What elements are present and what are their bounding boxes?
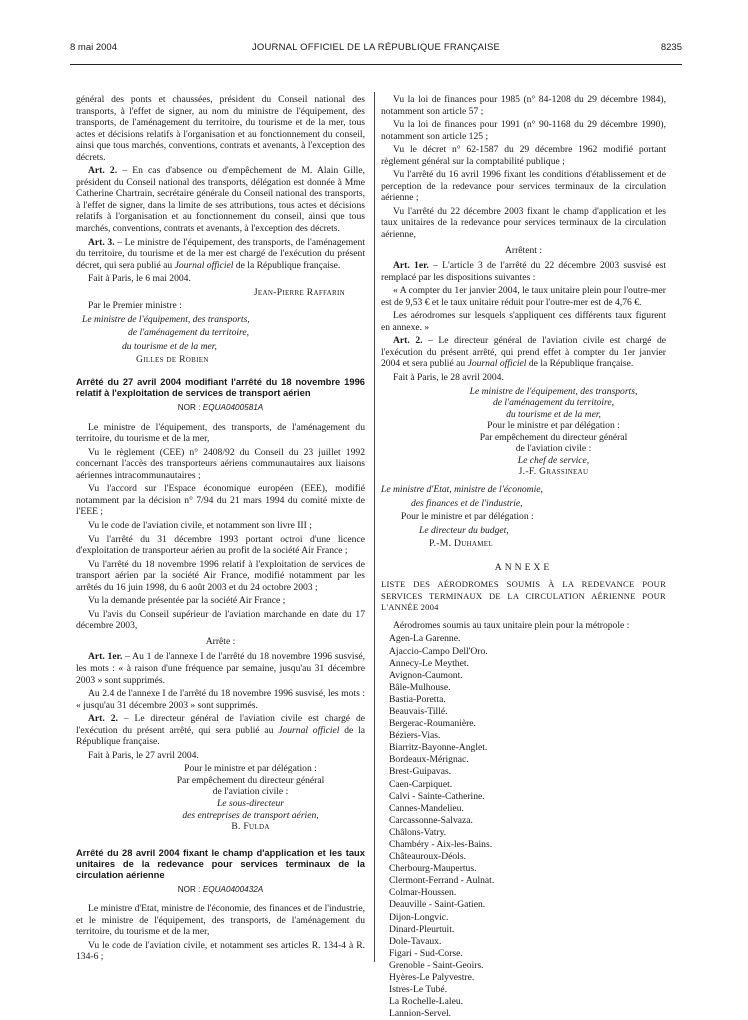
- paragraph: Vu l'accord sur l'Espace économique européen (EEE), modifié notamment par la décision n° 7/94 du 21 mars 1994 du comité mixte de l'EEE ;: [76, 483, 365, 518]
- article-label: Art. 1er.: [393, 260, 429, 272]
- article-text: – L'article 3 de l'arrêté du 22 décembre 2003 susvisé est remplacé par les dispositions suivantes :: [381, 260, 666, 283]
- paragraph: Au 2.4 de l'annexe I de l'arrêté du 18 novembre 1996 susvisé, les mots : « jusqu'au 31 décembre 2003 » sont supprimés.: [76, 688, 365, 711]
- journal-officiel-ref: Journal officiel: [278, 724, 340, 736]
- aerodrome-item: Annecy-Le Meythet.: [389, 657, 469, 669]
- annexe-title: ANNEXE: [494, 561, 553, 573]
- article-3: [76, 237, 365, 272]
- journal-officiel-ref: Journal officiel: [174, 259, 234, 271]
- article-label: Art. 2.: [88, 165, 118, 177]
- signature-line: Le ministre de l'équipement, des transports,: [469, 385, 638, 397]
- paragraph: Vu l'arrêté du 31 décembre 1993 portant octroi d'une licence d'exploitation de transporteur aérien au profit de la société Air France ;: [76, 533, 365, 557]
- signature-line: de l'aviation civile :: [212, 786, 289, 798]
- paragraph: Le ministre de l'équipement, des transports, de l'aménagement du territoire, du tourisme et de la mer,: [76, 421, 365, 445]
- header-journal-title: JOURNAL OFFICIEL DE LA RÉPUBLIQUE FRANÇAISE: [251, 42, 501, 53]
- article-label: Art. 1er.: [88, 651, 123, 663]
- signature-line: Pour le ministre et par délégation :: [401, 511, 534, 523]
- fait-a-paris: Fait à Paris, le 6 mai 2004.: [88, 273, 191, 285]
- aerodrome-item: Ajaccio-Campo Dell'Oro.: [389, 645, 488, 657]
- article-text: – Le directeur général de l'aviation civile est chargé de l'exécution du présent arrêté, qui prend effet à compter du 1er janvier 2004 et sera publié au: [381, 335, 667, 370]
- journal-officiel-ref: Journal officiel: [467, 358, 527, 370]
- paragraph: « A compter du 1er janvier 2004, le taux unitaire plein pour l'outre-mer est de 9,53 € et le taux unitaire réduit pour l'outre-mer est de 4,76 €.: [381, 285, 666, 308]
- page-header: [70, 40, 682, 54]
- aerodrome-item: Istres-Le Tubé.: [389, 984, 448, 996]
- arretent-label: Arrêtent :: [504, 244, 543, 256]
- aerodrome-item: Chambéry - Aix-les-Bains.: [389, 839, 493, 851]
- paragraph: Vu la loi de finances pour 1985 (n° 84-1208 du 29 décembre 1984), notamment son article 57 ;: [381, 94, 666, 117]
- article-label: Art. 3.: [88, 236, 115, 248]
- signature-line: Par empêchement du directeur général: [479, 431, 628, 443]
- aerodrome-item: Grenoble - Saint-Geoirs.: [389, 959, 484, 971]
- signature-line: Pour le ministre et par délégation :: [487, 420, 620, 432]
- article-label: Art. 2.: [393, 335, 423, 347]
- aerodrome-item: Carcassonne-Salvaza.: [389, 814, 473, 826]
- aerodrome-item: Figari - Sud-Corse.: [389, 947, 463, 959]
- header-rule: [70, 64, 682, 65]
- signature-line: Le directeur du budget,: [419, 524, 509, 536]
- header-page-number: 8235: [660, 42, 682, 53]
- arrete-title: Arrêté du 27 avril 2004 modifiant l'arrêté du 18 novembre 1996 relatif à l'exploitation de services de transport aérien: [76, 376, 365, 399]
- article-label: Art. 2.: [88, 713, 118, 725]
- nor-code: EQUA0400432A: [202, 884, 264, 894]
- column-divider: [374, 92, 375, 962]
- article-text: de la République française.: [76, 724, 365, 748]
- paragraph: Vu le règlement (CEE) n° 2408/92 du Conseil du 23 juillet 1992 concernant l'accès des transporteurs aériens communautaires aux liaisons aériennes intracommunautaires ;: [76, 446, 365, 481]
- paragraph: Vu l'avis du Conseil supérieur de l'aviation marchande en date du 17 décembre 2003,: [76, 608, 365, 632]
- aerodrome-item: Dijon-Longvic.: [389, 911, 449, 923]
- header-date: 8 mai 2004: [70, 42, 118, 53]
- aerodrome-item: Clermont-Ferrand - Aulnat.: [389, 875, 495, 887]
- article-text: – Le directeur général de l'aviation civile est chargé de l'exécution du présent arrêté, qui sera publié au: [76, 713, 365, 736]
- signature-line: Le ministre de l'équipement, des transports,: [82, 313, 250, 325]
- fait-a-paris: Fait à Paris, le 28 avril 2004.: [393, 372, 504, 384]
- arrete-title: Arrêté du 28 avril 2004 fixant le champ d'application et les taux unitaires de la redevance pour services terminaux de la circulation aérienne: [76, 846, 365, 880]
- article-text: de la République française.: [233, 259, 341, 271]
- signature-line: Le ministre d'Etat, ministre de l'économie,: [381, 483, 543, 495]
- signature-line: de l'aviation civile :: [515, 443, 592, 455]
- article-text: – En cas d'absence ou d'empêchement de M. Alain Gille, président du Conseil national des transports, délégation est donnée à Mme Catherine Chartrain, secrétaire générale du Conseil national des transports, à l'effet de signer, dans la limite de ses attributions, tous actes et décisions relatifs à l'organisation et au fonctionnement du conseil, ainsi que tous marchés, conventions, contrats et avenants, à l'exception des décrets.: [76, 165, 365, 235]
- article-text: de la République française.: [526, 358, 634, 370]
- signature-line: du tourisme et de la mer,: [122, 340, 217, 352]
- article-text: – Au 1 de l'annexe I de l'arrêté du 18 novembre 1996 susvisé, les mots : « à raison d'une fréquence par semaine, jusqu'au 31 décembre 2003 » sont supprimés.: [76, 651, 365, 686]
- aerodrome-item: Calvi - Sainte-Catherine.: [389, 790, 485, 802]
- paragraph: Vu l'arrêté du 18 novembre 1996 relatif à l'exploitation de services de transport aérien par la société Air France, modifié notamment par les arrêtés du 16 juin 1998, du 6 août 2003 et du 24 octobre 2003 ;: [76, 558, 365, 593]
- signature-line: des finances et de l'industrie,: [411, 497, 523, 509]
- signatory-name: B. Fulda: [231, 821, 270, 833]
- article-2: [381, 335, 666, 370]
- aerodrome-item: Bastia-Poretta.: [389, 693, 446, 705]
- arrete-label: Arrête :: [205, 635, 236, 647]
- signatory-name: P.-M. Duhamel: [429, 538, 493, 550]
- aerodrome-item: Avignon-Caumont.: [389, 669, 463, 681]
- signature-line: du tourisme et de la mer,: [506, 408, 601, 420]
- signature-line: Par empêchement du directeur général: [176, 774, 325, 786]
- aerodrome-item: Cherbourg-Maupertus.: [389, 863, 477, 875]
- paragraph: Les aérodromes sur lesquels s'appliquent ces différents taux figurent en annexe. »: [381, 310, 666, 333]
- signature-line: Le sous-directeur: [216, 797, 285, 809]
- aerodrome-item: Bâle-Mulhouse.: [389, 681, 451, 693]
- nor-reference: [76, 402, 365, 414]
- paragraph: Vu le code de l'aviation civile, et notamment son livre III ;: [88, 519, 312, 531]
- article-2: [76, 713, 365, 748]
- aerodrome-item: Béziers-Vias.: [389, 730, 441, 742]
- aerodrome-item: Caen-Carpiquet.: [389, 778, 453, 790]
- paragraph: Vu l'arrêté du 16 avril 1996 fixant les conditions d'établissement et de perception de la redevance pour services terminaux de la circulation aérienne ;: [381, 169, 666, 204]
- paragraph: Vu le code de l'aviation civile, et notamment ses articles R. 134-4 à R. 134-6 ;: [76, 939, 365, 963]
- aerodrome-item: Biarritz-Bayonne-Anglet.: [389, 742, 488, 754]
- left-column: [76, 94, 365, 965]
- aerodrome-item: Agen-La Garenne.: [389, 633, 461, 645]
- nor-reference: [76, 884, 365, 896]
- aerodrome-item: Colmar-Houssen.: [389, 887, 457, 899]
- paragraph: général des ponts et chaussées, président du Conseil national des transports, à l'effet de signer, au nom du ministre de l'équipement, des transports, de l'aménagement du territoire, du tourisme et de la mer, tous actes et décisions relatifs à l'organisation et au fonctionnement du conseil, ainsi que tous marchés, conventions, contrats et avenants, à l'exception des décrets.: [76, 94, 365, 163]
- aerodromes-intro: Aérodromes soumis au taux unitaire plein pour la métropole :: [393, 619, 630, 631]
- paragraph: Le ministre d'Etat, ministre de l'économie, des finances et de l'industrie, et le ministre de l'équipement, des transports, de l'aménagement du territoire, du tourisme et de la mer,: [76, 903, 365, 938]
- article-1: [76, 651, 365, 686]
- signature-line: de l'aménagement du territoire,: [492, 397, 615, 409]
- nor-label: NOR :: [177, 403, 203, 413]
- aerodrome-item: Bergerac-Roumanière.: [389, 718, 476, 730]
- aerodrome-item: Châlons-Vatry.: [389, 826, 447, 838]
- aerodrome-item: Châteauroux-Déols.: [389, 851, 466, 863]
- annexe-subtitle: LISTE DES AÉRODROMES SOUMIS À LA REDEVANCE POUR SERVICES TERMINAUX DE LA CIRCULATION AÉRIENNE POUR L'ANNÉE 2004: [381, 579, 666, 613]
- signature-line: des entreprises de transport aérien,: [182, 809, 319, 821]
- signatory-name: Gilles de Robien: [136, 354, 209, 366]
- paragraph: Vu la demande présentée par la société Air France ;: [88, 595, 286, 607]
- signature-line: Par le Premier ministre :: [88, 300, 182, 312]
- signatory-name: Jean-Pierre Raffarin: [253, 286, 345, 298]
- article-1: [381, 260, 666, 283]
- signature-line: Le chef de service,: [517, 454, 590, 466]
- aerodrome-item: Bordeaux-Mérignac.: [389, 754, 469, 766]
- aerodrome-item: Brest-Guipavas.: [389, 766, 452, 778]
- aerodrome-item: Dinard-Pleurtuit.: [389, 923, 455, 935]
- aerodrome-item: Deauville - Saint-Gatien.: [389, 899, 486, 911]
- fait-a-paris: Fait à Paris, le 27 avril 2004.: [88, 749, 199, 761]
- signature-line: Pour le ministre et par délégation :: [184, 763, 317, 775]
- aerodrome-item: Lannion-Servel.: [389, 1008, 452, 1020]
- nor-label: NOR :: [177, 884, 203, 894]
- article-2: [76, 165, 365, 234]
- paragraph: Vu la loi de finances pour 1991 (n° 90-1168 du 29 décembre 1990), notamment son article 125 ;: [381, 119, 666, 142]
- signature-line: de l'aménagement du territoire,: [128, 327, 250, 339]
- nor-code: EQUA0400581A: [202, 403, 264, 413]
- aerodrome-item: Beauvais-Tillé.: [389, 705, 448, 717]
- aerodrome-item: Dole-Tavaux.: [389, 935, 442, 947]
- aerodrome-list: [381, 633, 666, 1020]
- paragraph: Vu l'arrêté du 22 décembre 2003 fixant le champ d'application et les taux unitaires de la redevance pour services terminaux de la circulation aérienne,: [381, 205, 666, 241]
- article-text: – Le ministre de l'équipement, des transports, de l'aménagement du territoire, du tourisme et de la mer est chargé de l'exécution du présent décret, qui sera publié au: [76, 236, 365, 271]
- signatory-name: J.-F. Grassineau: [518, 466, 589, 478]
- aerodrome-item: Hyères-Le Palyvestre.: [389, 972, 475, 984]
- paragraph: Vu le décret n° 62-1587 du 29 décembre 1962 modifié portant règlement général sur la comptabilité publique ;: [381, 144, 666, 167]
- aerodrome-item: La Rochelle-Laleu.: [389, 996, 464, 1008]
- right-column: [381, 94, 666, 1020]
- aerodrome-item: Cannes-Mandelieu.: [389, 802, 464, 814]
